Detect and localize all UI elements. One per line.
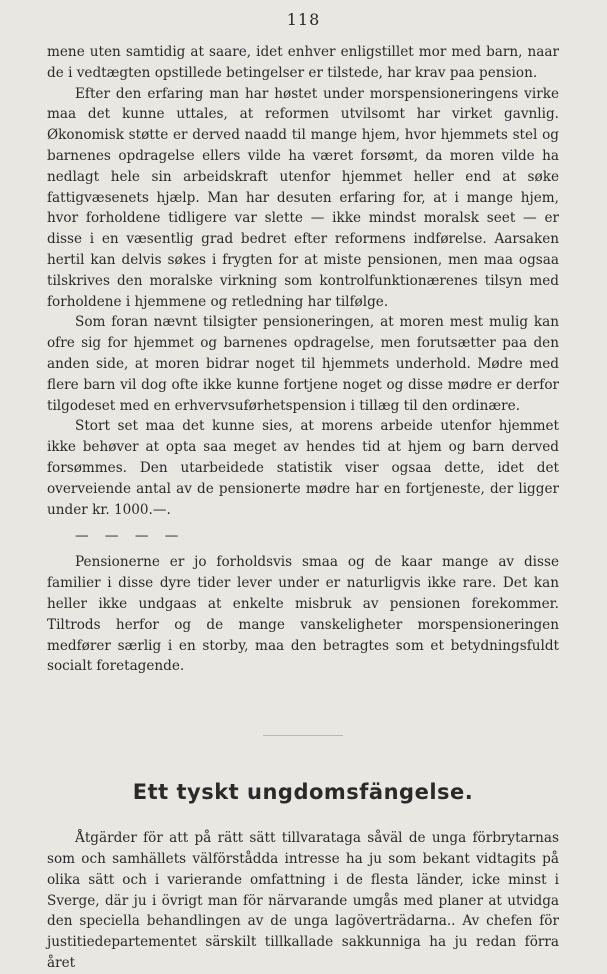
page-body <box>47 42 559 974</box>
section-separator: — — — — <box>75 528 185 545</box>
title-rule <box>263 735 343 736</box>
paragraph-5: Pensionerne er jo forholdsvis smaa og de kaar mange av disse familier i disse dyre tider lever under er naturligvis ikke rare. Det kan heller ikke undgaas at enkelte misbruk av pensionen forekommer. Tiltrods herfor og de mange vanskeligheter morspensioneringen medfører særlig i en storby, maa den betragtes som et betydningsfuldt socialt foretagende. <box>47 554 559 675</box>
section-title: Ett tyskt ungdomsfängelse. <box>132 780 474 805</box>
paragraph-2: Efter den erfaring man har høstet under morspensioneringens virke maa det kunne uttales, at reformen utvilsomt har virket gavnlig. Økonomisk støtte er derved naadd til mange hjem, hvor hjemmets stel og barnenes opdragelse ellers vilde ha været forsømt, da moren vilde ha nedlagt hele sin arbeidskraft utenfor hjemmet heller end at søke fattigvæsenets hjælp. Man har desuten erfaring for, at i mange hjem, hvor forholdene tidligere var slette — ikke mindst moralsk seet — er disse i en væsentlig grad bedret efter reformens indførelse. Aarsaken hertil kan delvis søkes i frygten for at miste pensionen, men maa ogsaa tilskrives den moralske virkning som kontrolfunktionærenes tilsyn med forholdene i hjemmene og retledning har tilfølge. <box>47 85 559 310</box>
section-paragraph: Åtgärder för att på rätt sätt tillvarataga såväl de unga förbrytarnas som och samhällets välförstådda intresse ha ju som bekant vidtagits på olika sätt och i varierande omfattning i de flesta länder, icke minst i Sverge, där ju i övrigt man för närvarande umgås med planer at utvidga den speciella behandlingen av de unga lagöverträdarna.. Av chefen för justitiedepartementet särskilt tillkallade sakkunniga ha ju redan förra året <box>47 830 559 971</box>
paragraph-4: Stort set maa det kunne sies, at morens arbeide utenfor hjemmet ikke behøver at opta saa meget av hendes tid at hjem og barn derved forsømmes. Den utarbeidede statistik viser ogsaa dette, idet det overveiende antal av de pensionerte mødre har en fortjeneste, der ligger under kr. 1000.—. <box>47 418 559 518</box>
page-number: 118 <box>286 10 321 29</box>
paragraph-3: Som foran nævnt tilsigter pensioneringen, at moren mest mulig kan ofre sig for hjemmet og barnenes opdragelse, men forutsætter paa den anden side, at moren bidrar noget til hjemmets underhold. Mødre med flere barn vil dog ofte ikke kunne fortjene noget og disse mødre er derfor tilgodeset med en erhvervsuførhetspension i tillæg til den ordinære. <box>47 314 559 414</box>
paragraph-1: mene uten samtidig at saare, idet enhver enligstillet mor med barn, naar de i vedtægten opstillede betingelser er tilstede, har krav paa pension. <box>47 44 559 81</box>
